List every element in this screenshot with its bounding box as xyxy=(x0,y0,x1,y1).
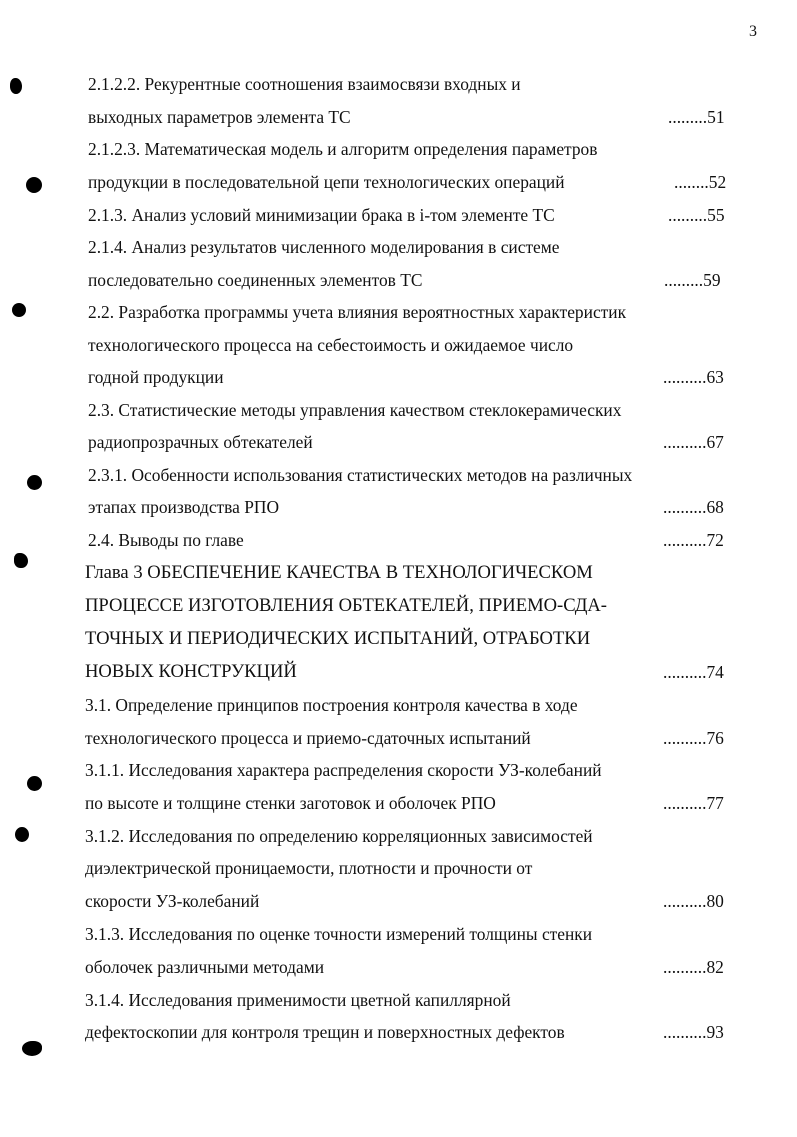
toc-page-ref: .........55 xyxy=(668,205,725,225)
toc-entry-text: 2.2. Разработка программы учета влияния вероятностных характеристик xyxy=(88,302,627,322)
toc-entry-text: 2.4. Выводы по главе xyxy=(88,530,244,550)
toc-page-ref: ..........82 xyxy=(663,957,724,977)
toc-entry-text: 3.1.4. Исследования применимости цветной капиллярной xyxy=(85,990,511,1010)
toc-page-ref: ..........76 xyxy=(663,728,724,748)
binding-hole-mark xyxy=(10,78,22,94)
toc-entry-text: выходных параметров элемента ТС xyxy=(88,107,351,127)
toc-page-ref: ..........80 xyxy=(663,891,724,911)
toc-entry-text: дефектоскопии для контроля трещин и поверхностных дефектов xyxy=(85,1022,565,1042)
toc-entry-text: 2.3.1. Особенности использования статистических методов на различных xyxy=(88,465,633,485)
toc-entry-text: 2.1.2.2. Рекурентные соотношения взаимосвязи входных и xyxy=(88,74,521,94)
toc-entry-text: технологического процесса на себестоимость и ожидаемое число xyxy=(88,335,574,355)
toc-entry-text: по высоте и толщине стенки заготовок и оболочек РПО xyxy=(85,793,496,813)
toc-chapter-text: ПРОЦЕССЕ ИЗГОТОВЛЕНИЯ ОБТЕКАТЕЛЕЙ, ПРИЕМО-СДА- xyxy=(85,595,608,616)
toc-entry-text: радиопрозрачных обтекателей xyxy=(88,432,313,452)
toc-entry-text: 2.1.2.3. Математическая модель и алгоритм определения параметров xyxy=(88,139,598,159)
binding-hole-mark xyxy=(14,553,28,568)
toc-chapter-text: Глава 3 ОБЕСПЕЧЕНИЕ КАЧЕСТВА В ТЕХНОЛОГИЧЕСКОМ xyxy=(85,562,593,583)
toc-chapter-text: НОВЫХ КОНСТРУКЦИЙ xyxy=(85,661,297,682)
toc-page-ref: ..........72 xyxy=(663,530,724,550)
toc-entry-text: 3.1.2. Исследования по определению корреляционных зависимостей xyxy=(85,826,593,846)
toc-entry-text: диэлектрической проницаемости, плотности и прочности от xyxy=(85,858,533,878)
toc-entry-text: 3.1. Определение принципов построения контроля качества в ходе xyxy=(85,695,578,715)
toc-entry-text: 2.1.4. Анализ результатов численного моделирования в системе xyxy=(88,237,560,257)
toc-page-ref: ..........74 xyxy=(663,662,724,682)
toc-page-ref: ..........67 xyxy=(663,432,724,452)
toc-page-ref: .........51 xyxy=(668,107,725,127)
page-number: 3 xyxy=(749,23,757,40)
toc-page-ref: ........52 xyxy=(674,172,727,192)
toc-page-ref: ..........93 xyxy=(663,1022,724,1042)
toc-entry-text: годной продукции xyxy=(88,367,224,387)
toc-entry-text: продукции в последовательной цепи технологических операций xyxy=(88,172,565,192)
toc-entry-text: скорости УЗ-колебаний xyxy=(85,891,260,911)
binding-hole-mark xyxy=(26,177,42,193)
toc-chapter-text: ТОЧНЫХ И ПЕРИОДИЧЕСКИХ ИСПЫТАНИЙ, ОТРАБОТКИ xyxy=(85,628,591,649)
binding-hole-mark xyxy=(15,827,29,842)
toc-page-ref: ..........68 xyxy=(663,497,724,517)
binding-hole-mark xyxy=(12,303,26,317)
binding-hole-mark xyxy=(27,475,42,490)
toc-page-ref: ..........63 xyxy=(663,367,724,387)
toc-page-ref: ..........77 xyxy=(663,793,724,813)
toc-entry-text: 2.3. Статистические методы управления качеством стеклокерамических xyxy=(88,400,622,420)
toc-entry-text: оболочек различными методами xyxy=(85,957,325,977)
toc-entry-text: 2.1.3. Анализ условий минимизации брака в i-том элементе ТС xyxy=(88,205,555,225)
toc-entry-text: последовательно соединенных элементов ТС xyxy=(88,270,423,290)
toc-entry-text: 3.1.1. Исследования характера распределения скорости УЗ-колебаний xyxy=(85,760,602,780)
toc-entry-text: 3.1.3. Исследования по оценке точности измерений толщины стенки xyxy=(85,924,593,944)
toc-entry-text: технологического процесса и приемо-сдаточных испытаний xyxy=(85,728,531,748)
toc-page-ref: .........59 xyxy=(664,270,721,290)
binding-hole-mark xyxy=(22,1041,42,1056)
binding-hole-mark xyxy=(27,776,42,791)
toc-entry-text: этапах производства РПО xyxy=(88,497,279,517)
